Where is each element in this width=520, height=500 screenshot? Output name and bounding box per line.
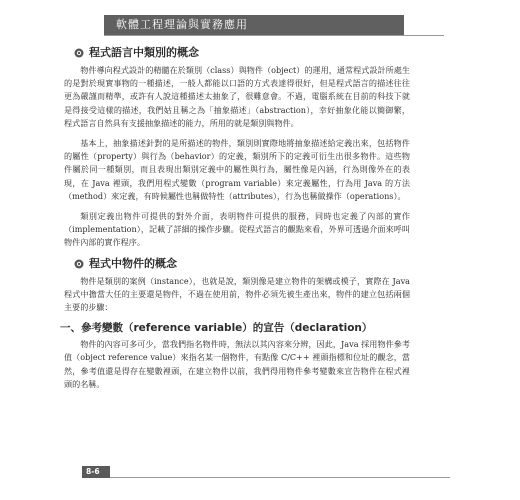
section-heading-text: 程式語言中類別的概念 — [89, 46, 199, 59]
section-heading-text: 程式中物件的概念 — [89, 256, 177, 270]
page-number: 8-6 — [86, 467, 100, 476]
paragraph: 物件的內容可多可少，當我們指名物件時，無法以其內容來分辨，因此，Java 採用物件參考值（object reference value）來指名某一個物件，有點像 C/C++ 裡頭指標和位址的觀念，當然，參考值還是得存在變數裡頭，在建立物件以前，我們得用物件參考變數來宣告物件在程式裡頭的名稱。 — [64, 339, 410, 389]
subsection-heading: 一、參考變數（reference variable）的宣告（declaration） — [60, 322, 373, 335]
paragraph: 物件導向程式設計的精髓在於類別（class）與物件（object）的運用，通常程式設計所處生的是對於現實事物的一種描述，一般人都能以口語的方式表達得很好，但是程式語言的描述往往更為嚴謹而精準，或許有人說這種描述太抽象了，很難意會。不過，電腦系統在目前的科技下就是得接受這樣的描述，我們姑且稱之為「抽象描述」（abstraction），幸好抽象化能以簡御繁，程式語言自然具有支援抽象描述的能力，所用的就是類別與物件。 — [64, 65, 410, 128]
paragraph: 基本上，抽象描述針對的是所描述的物件，類別則實際地將抽象描述給定義出來，包括物件的屬性（property）與行為（behavior）的定義，類別所下的定義可衍生出很多物件。這些物件屬於同一種類別，而且表現出類別定義中的屬性與行為，屬性像是內涵，行為則像外在的表現，在 Java 裡頭，我們用程式變數（program variable）來定義屬性，行為用 Java 的方法（method）來定義，有時候屬性也稱做特性（attributes），行為也稱做操作（operations）。 — [64, 138, 410, 201]
page-content — [60, 40, 410, 398]
section-heading-class — [74, 46, 410, 60]
circle-bullet-icon — [74, 48, 84, 58]
paragraph: 類別定義出物件可提供的對外介面，表明物件可提供的服務，同時也定義了內部的實作（implementation），記載了詳細的操作步驟。從程式語言的觀點來看，外界可透過介面來呼叫物件內部的實作程序。 — [64, 211, 410, 248]
footer-rule — [110, 477, 450, 478]
section-heading-object — [74, 257, 410, 271]
paragraph: 物件是類別的案例（instance），也就是說，類別像是建立物件的架構或模子，實際在 Java 程式中擔當大任的主要還是物件，不過在使用前，物件必須先被生產出來，物件的建立包括兩個主要的步驟： — [64, 275, 410, 313]
header-rule — [104, 35, 444, 36]
circle-bullet-icon — [74, 259, 84, 269]
running-header-title: 軟體工程理論與實務應用 — [116, 18, 248, 31]
